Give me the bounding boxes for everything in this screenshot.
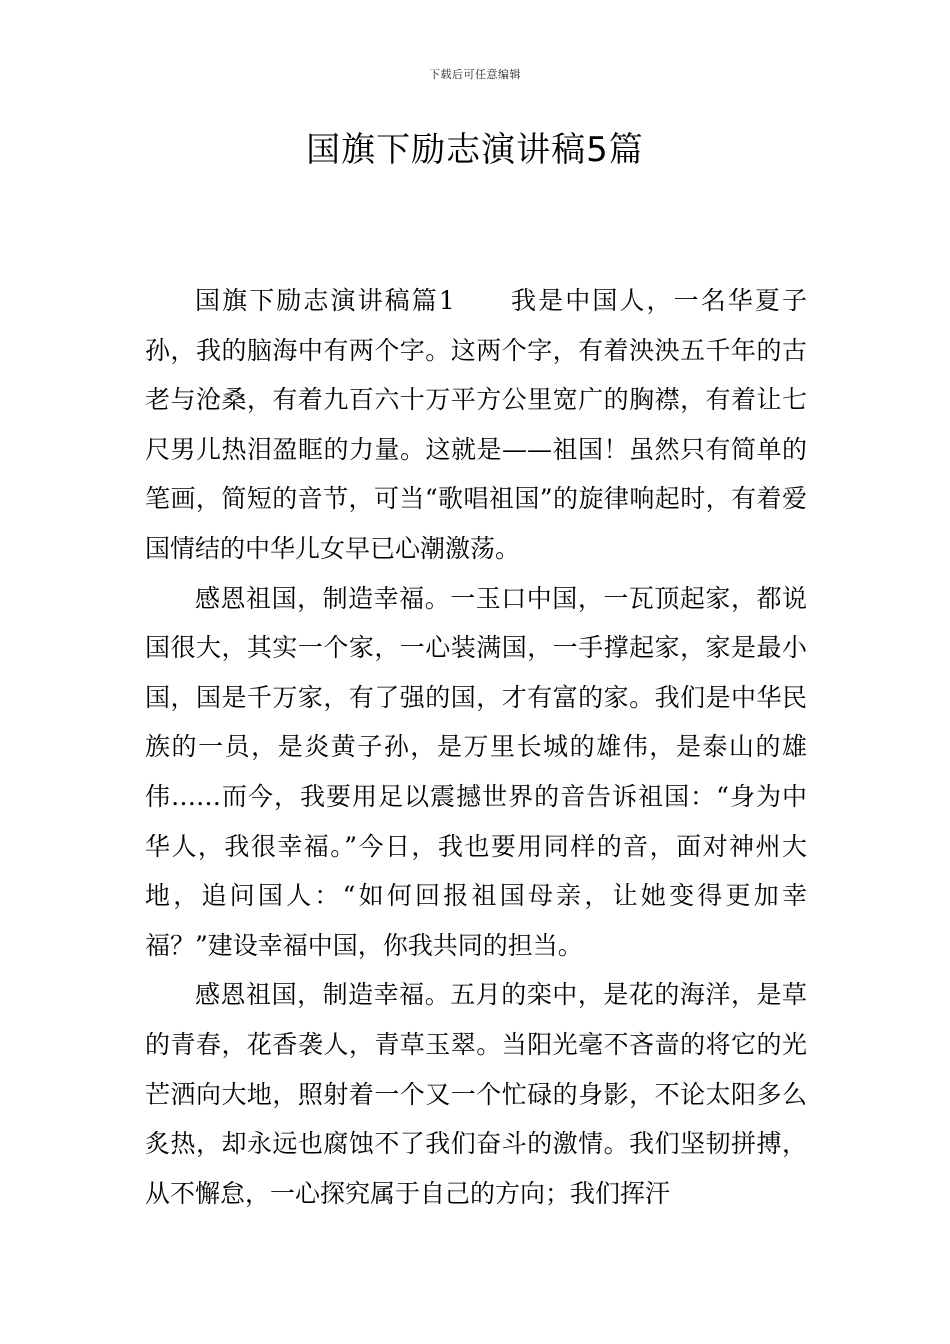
header-note: 下载后可任意编辑	[429, 68, 521, 81]
paragraph-1: 国旗下励志演讲稿篇1 我是中国人，一名华夏子孙，我的脑海中有两个字。这两个字，有着泱泱五千年的古老与沧桑，有着九百六十万平方公里宽广的胸襟，有着让七尺男儿热泪盈眶的力量。这就是——祖国！虽然只有简单的笔画，简短的音节，可当“歌唱祖国”的旋律响起时，有着爱国情结的中华儿女早已心潮激荡。	[145, 286, 807, 563]
document-title: 国旗下励志演讲稿5篇	[306, 130, 644, 170]
paragraph-3: 感恩祖国，制造幸福。五月的栾中，是花的海洋，是草的青春，花香袭人，青草玉翠。当阳光毫不吝啬的将它的光芒洒向大地，照射着一个又一个忙碌的身影，不论太阳多么炙热，却永远也腐蚀不了我们奋斗的激情。我们坚韧拼搏，从不懈怠，一心探究属于自己的方向；我们挥汗	[145, 980, 807, 1208]
paragraph-2: 感恩祖国，制造幸福。一玉口中国，一瓦顶起家，都说国很大，其实一个家，一心装满国，一手撑起家，家是最小国，国是千万家，有了强的国，才有富的家。我们是中华民族的一员，是炎黄子孙，是万里长城的雄伟，是泰山的雄伟……而今，我要用足以震撼世界的音告诉祖国：“身为中华人，我很幸福。”今日，我也要用同样的音，面对神州大地，追问国人：“如何回报祖国母亲，让她变得更加幸福？”建设幸福中国，你我共同的担当。	[145, 583, 807, 960]
document-body	[145, 276, 807, 1218]
